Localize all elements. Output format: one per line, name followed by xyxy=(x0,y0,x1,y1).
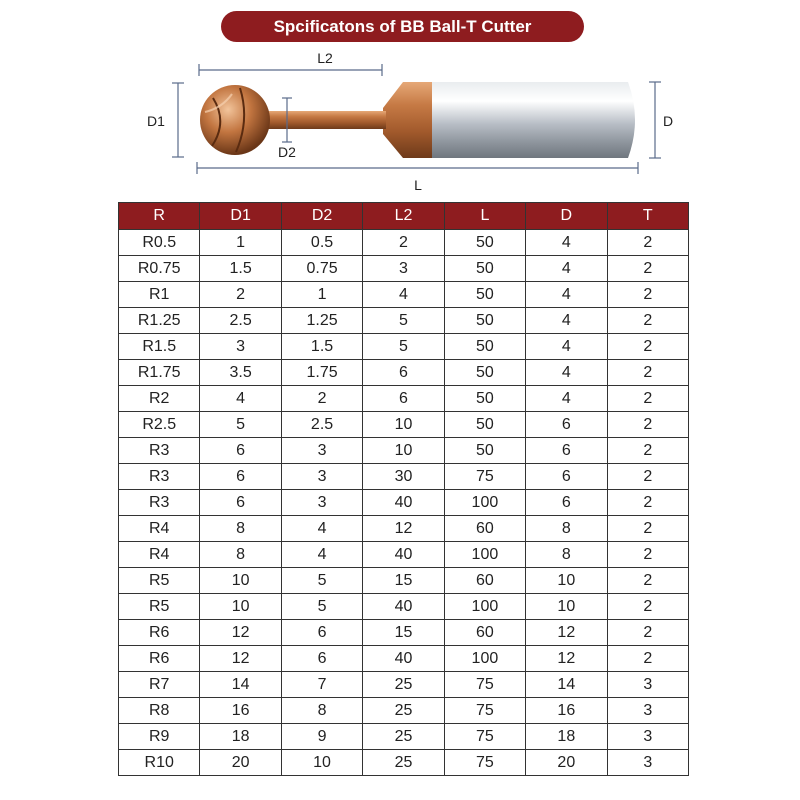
table-cell-d1: 2 xyxy=(200,282,281,308)
table-cell-d1: 3 xyxy=(200,334,281,360)
label-d: D xyxy=(662,113,674,129)
table-cell-r: R7 xyxy=(119,672,200,698)
table-cell-l2: 10 xyxy=(363,438,444,464)
table-cell-t: 2 xyxy=(607,230,688,256)
table-cell-d: 4 xyxy=(526,308,607,334)
table-cell-d: 6 xyxy=(526,438,607,464)
table-cell-l: 50 xyxy=(444,438,525,464)
table-cell-d2: 1.5 xyxy=(281,334,362,360)
table-cell-d2: 0.5 xyxy=(281,230,362,256)
table-cell-d: 14 xyxy=(526,672,607,698)
table-cell-d: 4 xyxy=(526,282,607,308)
table-cell-t: 2 xyxy=(607,464,688,490)
table-cell-d1: 10 xyxy=(200,594,281,620)
table-cell-d: 10 xyxy=(526,568,607,594)
table-cell-l2: 30 xyxy=(363,464,444,490)
table-cell-l2: 15 xyxy=(363,568,444,594)
column-header-d2: D2 xyxy=(281,203,362,230)
table-cell-d2: 7 xyxy=(281,672,362,698)
table-cell-r: R5 xyxy=(119,568,200,594)
table-cell-t: 2 xyxy=(607,594,688,620)
label-d2: D2 xyxy=(278,144,296,160)
table-body xyxy=(119,230,689,776)
table-row xyxy=(119,568,689,594)
table-cell-t: 3 xyxy=(607,750,688,776)
table-cell-l2: 40 xyxy=(363,542,444,568)
table-cell-r: R3 xyxy=(119,490,200,516)
table-cell-d2: 4 xyxy=(281,542,362,568)
table-cell-d1: 4 xyxy=(200,386,281,412)
table-cell-d: 4 xyxy=(526,230,607,256)
table-cell-r: R0.75 xyxy=(119,256,200,282)
table-cell-d1: 1.5 xyxy=(200,256,281,282)
table-cell-d1: 3.5 xyxy=(200,360,281,386)
table-cell-l: 50 xyxy=(444,256,525,282)
table-cell-l2: 6 xyxy=(363,360,444,386)
table-cell-r: R2 xyxy=(119,386,200,412)
table-header-row xyxy=(119,203,689,230)
table-cell-r: R1 xyxy=(119,282,200,308)
dimension-l2 xyxy=(199,50,382,76)
table-cell-l: 50 xyxy=(444,230,525,256)
table-cell-d1: 18 xyxy=(200,724,281,750)
table-cell-l2: 5 xyxy=(363,308,444,334)
table-cell-d2: 4 xyxy=(281,516,362,542)
table-cell-l: 100 xyxy=(444,646,525,672)
table-cell-r: R9 xyxy=(119,724,200,750)
table-cell-t: 2 xyxy=(607,256,688,282)
cutter-taper xyxy=(383,82,432,158)
table-cell-d2: 2 xyxy=(281,386,362,412)
table-cell-l: 75 xyxy=(444,724,525,750)
table-cell-r: R6 xyxy=(119,620,200,646)
table-row xyxy=(119,490,689,516)
table-cell-d: 4 xyxy=(526,256,607,282)
table-cell-r: R2.5 xyxy=(119,412,200,438)
table-cell-t: 3 xyxy=(607,724,688,750)
table-cell-d: 10 xyxy=(526,594,607,620)
table-cell-d2: 1.25 xyxy=(281,308,362,334)
table-row xyxy=(119,360,689,386)
column-header-d: D xyxy=(526,203,607,230)
cutter-diagram xyxy=(0,50,800,200)
table-cell-r: R1.25 xyxy=(119,308,200,334)
table-cell-d1: 20 xyxy=(200,750,281,776)
table-cell-l: 50 xyxy=(444,386,525,412)
table-cell-l: 50 xyxy=(444,412,525,438)
table-cell-l: 100 xyxy=(444,594,525,620)
table-cell-l2: 25 xyxy=(363,698,444,724)
title-banner xyxy=(221,11,584,42)
table-cell-r: R8 xyxy=(119,698,200,724)
table-cell-d2: 1.75 xyxy=(281,360,362,386)
table-cell-d1: 16 xyxy=(200,698,281,724)
table-cell-t: 2 xyxy=(607,620,688,646)
dimension-d1 xyxy=(147,83,184,157)
table-cell-l: 50 xyxy=(444,334,525,360)
table-row xyxy=(119,386,689,412)
table-cell-l: 60 xyxy=(444,620,525,646)
table-cell-l2: 40 xyxy=(363,594,444,620)
page-title: Spcificatons of BB Ball-T Cutter xyxy=(273,16,532,36)
table-cell-r: R10 xyxy=(119,750,200,776)
table-cell-d: 8 xyxy=(526,516,607,542)
table-row xyxy=(119,334,689,360)
column-header-r: R xyxy=(119,203,200,230)
table-cell-d2: 8 xyxy=(281,698,362,724)
table-cell-d2: 0.75 xyxy=(281,256,362,282)
table-cell-l: 50 xyxy=(444,282,525,308)
cutter-shank xyxy=(430,82,635,158)
table-row xyxy=(119,724,689,750)
dimension-l xyxy=(197,162,638,193)
table-cell-r: R0.5 xyxy=(119,230,200,256)
table-row xyxy=(119,646,689,672)
table-cell-l2: 40 xyxy=(363,490,444,516)
table-cell-l2: 25 xyxy=(363,672,444,698)
table-cell-d: 6 xyxy=(526,490,607,516)
table-cell-l2: 4 xyxy=(363,282,444,308)
table-cell-d: 18 xyxy=(526,724,607,750)
table-cell-r: R4 xyxy=(119,516,200,542)
table-cell-l2: 25 xyxy=(363,724,444,750)
table-cell-d2: 5 xyxy=(281,568,362,594)
table-cell-d2: 3 xyxy=(281,490,362,516)
table-cell-d: 4 xyxy=(526,386,607,412)
table-cell-t: 2 xyxy=(607,412,688,438)
table-cell-t: 2 xyxy=(607,542,688,568)
table-cell-d2: 6 xyxy=(281,646,362,672)
table-cell-t: 2 xyxy=(607,438,688,464)
table-row xyxy=(119,516,689,542)
table-cell-d1: 2.5 xyxy=(200,308,281,334)
table-cell-l: 50 xyxy=(444,360,525,386)
table-cell-d1: 12 xyxy=(200,646,281,672)
table-cell-d2: 6 xyxy=(281,620,362,646)
table-cell-r: R1.75 xyxy=(119,360,200,386)
table-cell-l: 60 xyxy=(444,568,525,594)
table-cell-l2: 25 xyxy=(363,750,444,776)
table-cell-d1: 14 xyxy=(200,672,281,698)
table-cell-d1: 6 xyxy=(200,438,281,464)
table-cell-l2: 10 xyxy=(363,412,444,438)
table-cell-l: 100 xyxy=(444,542,525,568)
table-cell-t: 2 xyxy=(607,334,688,360)
table-cell-l: 75 xyxy=(444,672,525,698)
cutter-neck xyxy=(264,111,386,129)
table-cell-r: R1.5 xyxy=(119,334,200,360)
table-cell-l2: 40 xyxy=(363,646,444,672)
table-cell-d1: 8 xyxy=(200,516,281,542)
label-l2: L2 xyxy=(317,50,333,66)
table-cell-r: R6 xyxy=(119,646,200,672)
dimension-d xyxy=(649,82,673,158)
cutter-ball-head xyxy=(200,85,270,155)
table-cell-t: 2 xyxy=(607,282,688,308)
table-row xyxy=(119,594,689,620)
table-cell-d: 12 xyxy=(526,646,607,672)
table-row xyxy=(119,438,689,464)
table-cell-r: R3 xyxy=(119,464,200,490)
table-cell-r: R4 xyxy=(119,542,200,568)
table-cell-d1: 12 xyxy=(200,620,281,646)
column-header-l: L xyxy=(444,203,525,230)
label-d1: D1 xyxy=(147,113,165,129)
table-cell-l: 60 xyxy=(444,516,525,542)
table-cell-d1: 10 xyxy=(200,568,281,594)
table-cell-l2: 2 xyxy=(363,230,444,256)
table-cell-d: 8 xyxy=(526,542,607,568)
spec-table xyxy=(118,202,689,776)
table-cell-d: 6 xyxy=(526,412,607,438)
table-cell-d2: 10 xyxy=(281,750,362,776)
table-cell-r: R3 xyxy=(119,438,200,464)
column-header-d1: D1 xyxy=(200,203,281,230)
table-cell-d2: 1 xyxy=(281,282,362,308)
table-row xyxy=(119,750,689,776)
table-row xyxy=(119,256,689,282)
table-cell-d1: 5 xyxy=(200,412,281,438)
table-cell-l2: 12 xyxy=(363,516,444,542)
table-row xyxy=(119,464,689,490)
table-cell-d1: 6 xyxy=(200,464,281,490)
table-row xyxy=(119,282,689,308)
table-cell-l2: 5 xyxy=(363,334,444,360)
table-cell-l: 75 xyxy=(444,698,525,724)
column-header-l2: L2 xyxy=(363,203,444,230)
table-row xyxy=(119,542,689,568)
table-row xyxy=(119,412,689,438)
table-cell-d2: 2.5 xyxy=(281,412,362,438)
table-cell-t: 2 xyxy=(607,568,688,594)
table-cell-d2: 5 xyxy=(281,594,362,620)
table-row xyxy=(119,308,689,334)
table-row xyxy=(119,698,689,724)
table-row xyxy=(119,672,689,698)
table-cell-d2: 9 xyxy=(281,724,362,750)
table-cell-l: 75 xyxy=(444,750,525,776)
table-cell-d2: 3 xyxy=(281,464,362,490)
label-l: L xyxy=(414,177,422,193)
table-cell-t: 2 xyxy=(607,516,688,542)
table-cell-t: 2 xyxy=(607,646,688,672)
table-cell-l: 75 xyxy=(444,464,525,490)
table-cell-d: 4 xyxy=(526,360,607,386)
table-cell-l2: 3 xyxy=(363,256,444,282)
table-cell-d: 16 xyxy=(526,698,607,724)
table-row xyxy=(119,620,689,646)
table-cell-d: 6 xyxy=(526,464,607,490)
table-cell-t: 2 xyxy=(607,360,688,386)
table-cell-t: 3 xyxy=(607,672,688,698)
table-cell-d2: 3 xyxy=(281,438,362,464)
table-cell-t: 3 xyxy=(607,698,688,724)
column-header-t: T xyxy=(607,203,688,230)
table-cell-d1: 6 xyxy=(200,490,281,516)
table-cell-t: 2 xyxy=(607,386,688,412)
table-row xyxy=(119,230,689,256)
table-cell-l: 100 xyxy=(444,490,525,516)
table-cell-d: 12 xyxy=(526,620,607,646)
table-cell-l2: 6 xyxy=(363,386,444,412)
table-cell-d1: 1 xyxy=(200,230,281,256)
table-cell-d1: 8 xyxy=(200,542,281,568)
table-cell-d: 4 xyxy=(526,334,607,360)
table-cell-t: 2 xyxy=(607,308,688,334)
table-cell-r: R5 xyxy=(119,594,200,620)
table-cell-t: 2 xyxy=(607,490,688,516)
table-cell-l2: 15 xyxy=(363,620,444,646)
table-cell-d: 20 xyxy=(526,750,607,776)
table-cell-l: 50 xyxy=(444,308,525,334)
